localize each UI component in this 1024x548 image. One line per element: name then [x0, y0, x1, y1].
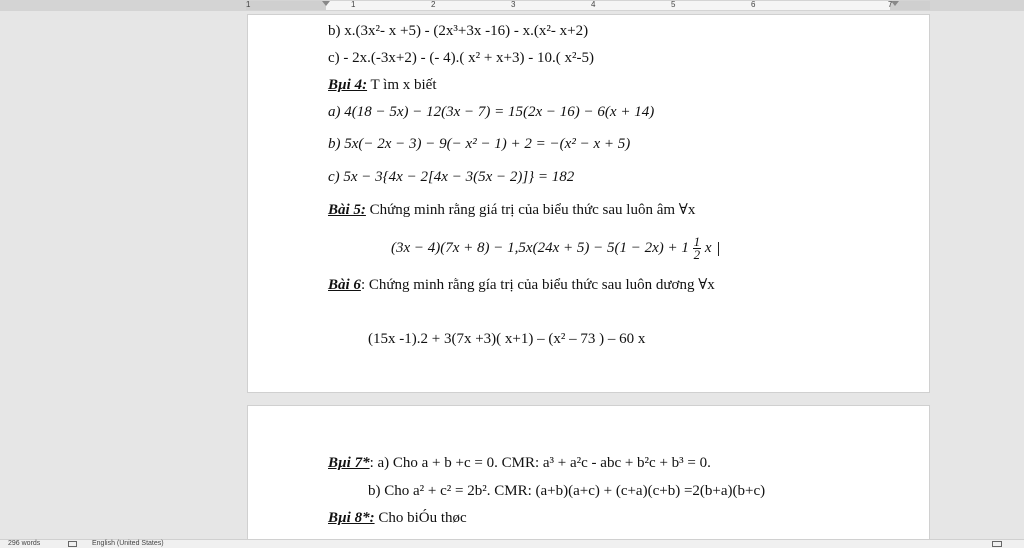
ruler-number: 3 — [511, 0, 516, 9]
proofing-icon[interactable] — [68, 541, 77, 547]
ruler-number: 1 — [351, 0, 356, 9]
fraction — [693, 236, 702, 261]
equation-c: c) 5x − 3{4x − 2[4x − 3(5x − 2)]} = 182 — [328, 169, 575, 185]
ruler-number: 2 — [431, 0, 436, 9]
fraction-denominator: 2 — [693, 247, 701, 262]
exercise-line: b) x.(3x²- x +5) - (2x³+3x -16) - x.(x²- x+2) — [328, 23, 589, 39]
exercise-heading — [328, 76, 437, 94]
expression-main: (3x − 4)(7x + 8) − 1,5x(24x + 5) − 5(1 − 2x) + 1 — [391, 239, 689, 256]
exercise-title: Bài 6 — [328, 277, 361, 293]
exercise-heading — [328, 201, 695, 219]
horizontal-ruler[interactable] — [0, 0, 1024, 11]
exercise-heading — [328, 454, 711, 472]
exercise-instruction: Cho biÓu thøc — [374, 510, 467, 526]
exercise-instruction: : Chứng minh rằng gía trị của biểu thức sau luôn dương ∀x — [360, 277, 715, 293]
exercise-instruction: : a) Cho a + b +c = 0. CMR: a³ + a²c - abc + b²c + b³ = 0. — [369, 455, 711, 471]
equation-b: b) 5x(− 2x − 3) − 9(− x² − 1) + 2 = −(x² − x + 5) — [328, 136, 631, 152]
exercise-title: Bµi 4: — [328, 77, 368, 93]
ruler-number: 4 — [591, 0, 596, 9]
exercise-instruction: T ìm x biết — [367, 77, 437, 93]
ruler-number: 5 — [671, 0, 676, 9]
left-indent-marker[interactable] — [322, 1, 330, 6]
document-page-2[interactable] — [247, 405, 930, 539]
print-layout-icon[interactable] — [992, 541, 1002, 547]
expression-bai6: (15x -1).2 + 3(7x +3)( x+1) – (x² – 73 ) – 60 x — [368, 331, 646, 347]
expression-bai5 — [391, 236, 719, 261]
document-page-1[interactable] — [247, 14, 930, 393]
exercise-line: b) Cho a² + c² = 2b². CMR: (a+b)(a+c) + (c+a)(c+b) =2(b+a)(b+c) — [368, 483, 766, 499]
expression-tail: x — [704, 239, 712, 256]
text-cursor — [718, 242, 719, 256]
equation-a: a) 4(18 − 5x) − 12(3x − 7) = 15(2x − 16) − 6(x + 14) — [328, 104, 655, 120]
word-count[interactable]: 296 words — [8, 540, 41, 547]
right-indent-marker[interactable] — [891, 1, 899, 6]
ruler-track[interactable] — [246, 1, 930, 10]
fraction-numerator: 1 — [693, 234, 701, 249]
language-indicator[interactable]: English (United States) — [92, 540, 164, 547]
exercise-heading — [328, 509, 467, 527]
exercise-title: Bµi 7* — [328, 455, 370, 471]
ruler-number: 7 — [888, 0, 893, 9]
ruler-number: 6 — [751, 0, 756, 9]
ruler-left-margin — [246, 1, 326, 10]
exercise-instruction: Chứng minh rằng giá trị của biểu thức sau luôn âm ∀x — [365, 202, 696, 218]
exercise-title: Bµi 8*: — [328, 510, 375, 526]
exercise-heading — [328, 276, 715, 294]
exercise-title: Bài 5: — [328, 202, 366, 218]
ruler-number: 1 — [246, 0, 251, 9]
exercise-line: c) - 2x.(-3x+2) - (- 4).( x² + x+3) - 10.( x²-5) — [328, 50, 594, 66]
